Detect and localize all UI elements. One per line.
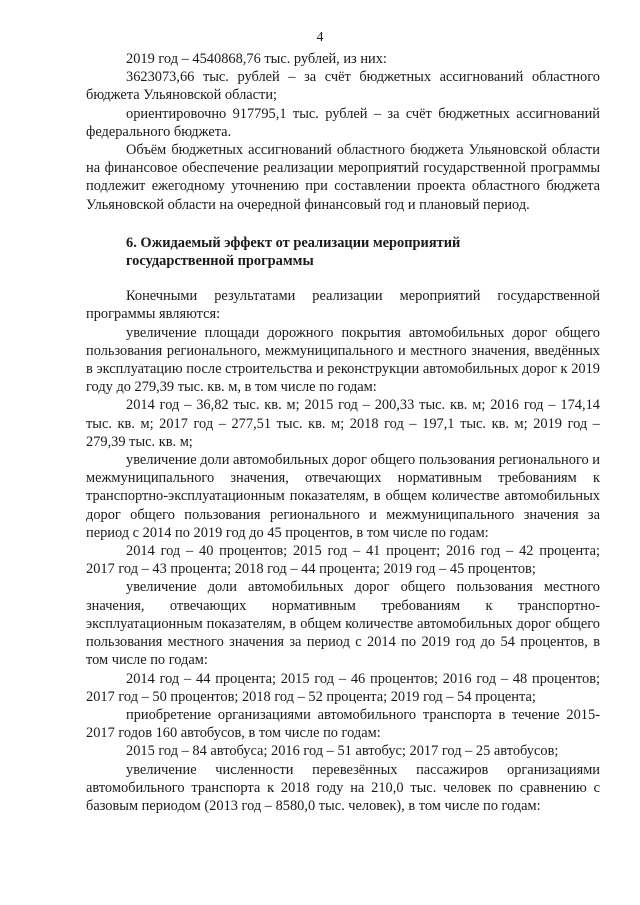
paragraph: приобретение организациями автомобильного транспорта в течение 2015-2017 годов 160 автобусов, в том числе по годам: <box>86 706 600 742</box>
paragraph: 2014 год – 40 процентов; 2015 год – 41 процент; 2016 год – 42 процента; 2017 год – 43 процента; 2018 год – 44 процента; 2019 год – 45 процентов; <box>86 543 600 578</box>
document-body <box>86 50 600 815</box>
paragraph: 2015 год – 84 автобуса; 2016 год – 51 автобус; 2017 год – 25 автобусов; <box>126 743 559 760</box>
paragraph: Объём бюджетных ассигнований областного бюджета Ульяновской области на финансовое обеспечение реализации мероприятий государственной программы подлежит ежегодному уточнению при составлении проекта областного бюджета Ульяновской области на очередной финансовый год и плановый период. <box>86 142 600 213</box>
paragraph: 2014 год – 36,82 тыс. кв. м; 2015 год – 200,33 тыс. кв. м; 2016 год – 174,14 тыс. кв. м; 2017 год – 277,51 тыс. кв. м; 2018 год – 197,1 тыс. кв. м; 2019 год – 279,39 тыс. кв. м; <box>86 397 600 450</box>
page-number: 4 <box>316 30 324 45</box>
paragraph: ориентировочно 917795,1 тыс. рублей – за счёт бюджетных ассигнований федерального бюджета. <box>86 105 600 140</box>
paragraph: увеличение численности перевезённых пассажиров организациями автомобильного транспорта к 2018 году на 210,0 тыс. человек по сравнению с базовым периодом (2013 год – 8580,0 тыс. человек), в том числе по годам: <box>86 761 600 814</box>
section-heading-line-2: государственной программы <box>126 253 314 270</box>
paragraph: увеличение площади дорожного покрытия автомобильных дорог общего пользования регионального, межмуниципального и местного значения, введённых в эксплуатацию после строительства и реконструкции автомобильных дорог к 2019 году до 279,39 тыс. кв. м, в том числе по годам: <box>86 324 600 396</box>
section-heading-line-1: 6. Ожидаемый эффект от реализации мероприятий <box>126 234 461 251</box>
paragraph: увеличение доли автомобильных дорог общего пользования регионального и межмуниципального значения, отвечающих нормативным требованиям к транспортно-эксплуатационным показателям, в общем количестве автомобильных дорог общего пользования регионального и межмуниципального значения за период с 2014 по 2019 год до 45 процентов, в том числе по годам: <box>86 452 600 541</box>
paragraph: 3623073,66 тыс. рублей – за счёт бюджетных ассигнований областного бюджета Ульяновской области; <box>86 69 600 104</box>
paragraph: Конечными результатами реализации мероприятий государственной программы являются: <box>86 288 600 323</box>
paragraph: 2014 год – 44 процента; 2015 год – 46 процентов; 2016 год – 48 процентов; 2017 год – 50 процентов; 2018 год – 52 процента; 2019 год – 54 процента; <box>86 670 600 705</box>
paragraph: увеличение доли автомобильных дорог общего пользования местного значения, отвечающих нормативным требованиям к транспортно-эксплуатационным показателям, в общем количестве автомобильных дорог общего пользования местного значения за период с 2014 по 2019 год до 54 процентов, в том числе по годам: <box>86 579 600 669</box>
paragraph: 2019 год – 4540868,76 тыс. рублей, из них: <box>126 51 387 67</box>
